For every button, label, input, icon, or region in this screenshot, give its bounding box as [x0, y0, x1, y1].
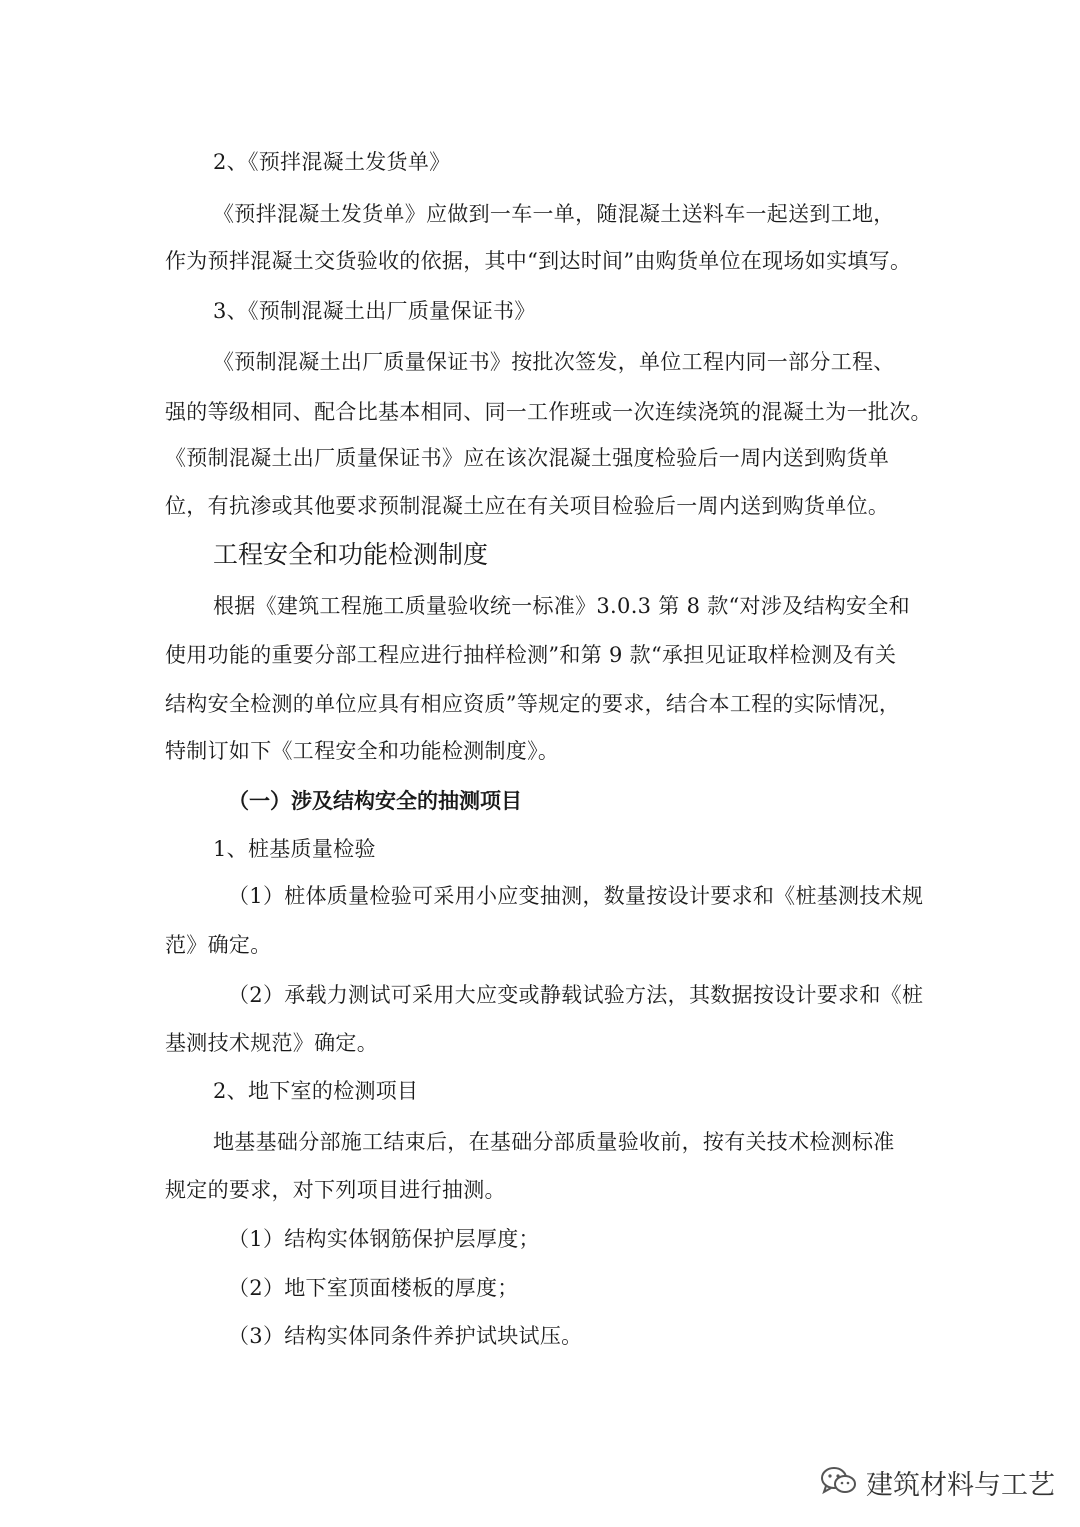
item-title: 2、地下室的检测项目: [213, 1079, 419, 1103]
list-item: （3）结构实体同条件养护试块试压。: [228, 1324, 583, 1348]
watermark: [820, 1463, 1055, 1502]
paragraph-line: （1）桩体质量检验可采用小应变抽测，数量按设计要求和《桩基测技术规: [228, 884, 924, 908]
paragraph-line: 范》确定。: [165, 933, 272, 957]
paragraph-line: 《预拌混凝土发货单》应做到一车一单，随混凝土送料车一起送到工地，: [213, 202, 895, 226]
list-item: （1）结构实体钢筋保护层厚度；: [228, 1227, 540, 1251]
paragraph-line: 根据《建筑工程施工质量验收统一标准》3.0.3 第 8 款“对涉及结构安全和: [213, 594, 910, 618]
paragraph-line: 使用功能的重要分部工程应进行抽样检测”和第 9 款“承担见证取样检测及有关: [165, 643, 897, 667]
paragraph-line: 位，有抗渗或其他要求预制混凝土应在有关项目检验后一周内送到购货单位。: [165, 494, 890, 518]
paragraph-line: 地基基础分部施工结束后，在基础分部质量验收前，按有关技术检测标准: [213, 1130, 895, 1154]
list-item: （2）地下室顶面楼板的厚度；: [228, 1276, 519, 1300]
paragraph-line: （2）承载力测试可采用大应变或静载试验方法，其数据按设计要求和《桩: [228, 983, 924, 1007]
item-title: 1、桩基质量检验: [213, 837, 376, 861]
subsection-heading: （一）涉及结构安全的抽测项目: [228, 789, 522, 813]
paragraph-line: 基测技术规范》确定。: [165, 1031, 378, 1055]
paragraph-line: 结构安全检测的单位应具有相应资质”等规定的要求，结合本工程的实际情况，: [165, 692, 901, 716]
paragraph-line: 《预制混凝土出厂质量保证书》按批次签发，单位工程内同一部分工程、: [213, 350, 895, 374]
section-title: 3、《预制混凝土出厂质量保证书》: [213, 299, 536, 323]
paragraph-line: 特制订如下《工程安全和功能检测制度》。: [165, 739, 560, 763]
paragraph-line: 强的等级相同、配合比基本相同、同一工作班或一次连续浇筑的混凝土为一批次。: [165, 400, 932, 424]
section-heading: 工程安全和功能检测制度: [213, 540, 489, 569]
paragraph-line: 规定的要求，对下列项目进行抽测。: [165, 1178, 506, 1202]
wechat-icon: [820, 1465, 858, 1501]
section-title: 2、《预拌混凝土发货单》: [213, 150, 451, 174]
paragraph-line: 作为预拌混凝土交货验收的依据，其中“到达时间”由购货单位在现场如实填写。: [165, 249, 912, 273]
watermark-label: 建筑材料与工艺: [866, 1470, 1055, 1501]
paragraph-line: 《预制混凝土出厂质量保证书》应在该次混凝土强度检验后一周内送到购货单: [165, 446, 890, 470]
